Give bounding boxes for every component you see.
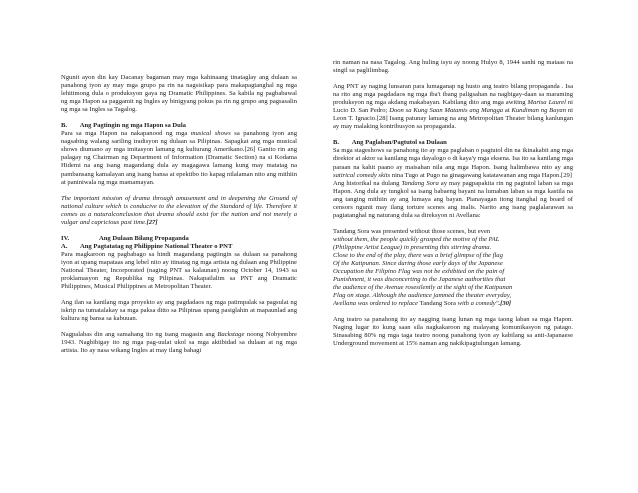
quote-line: Flag on stage. Although the audience jammed the theater everyday, [333,292,512,300]
quote-line: without them, the people quickly grasped the motive of the PAL [333,235,500,243]
heading-b-right [333,139,573,147]
paragraph-underground: Ang teatro sa panahong ito ay nagging isang lunan ng mga taong laban sa mga Hapon. Naging lugar ito kung saan sila nagkakaroon ng malayang komunikasyon ng patago. Sinasabing 80% ng mga taga teatro noong panahong iyon ay kabilang sa anti-Japanaese Underground movement at 15% naman ang nakikipagtulungan lamang. [333,316,573,348]
quote-line: Occupation the Filipino Flag was not be exhibited on the pain of [333,268,505,276]
paragraph-pnt-founding: Para magkaroon ng pagbabago sa hindi magandang pagtingin sa dulaan sa panahong iyon at upang mapataas ang lebel nito ay itinatag ng mga artista ng dulaan ang Philippine National Theater, Incorporated (naging PNT sa kalaunan) noong October 14, 1943 sa proklamasyon ng Republika ng Pilipinas. Nakapailalim sa PNT ang Dramatic Philippines, Musical Philippines at Metropolitan Theater. [61,250,297,291]
text-run: noong Nobyembre 1943. Nagbibigay ito ng mga pag-uulat ukol sa mga aktibidad sa dulaan at ng mga artista. Ito ay nasa wikang Ingles at may ilang bahagi [61,331,297,355]
italic-run: Doon sa Kung Saan Matamis ang Mangga [389,107,504,115]
quote-line: Of the Katipunan. Since during those early days of the Japanese [333,260,503,268]
text-run: sa panahong iyon ang nagsabing walang sariling tradisyon ng dulaan sa Pilipinas. Sapagkat ang mga musical shows diumano ay mga imitasyon lamang ng kulturang Amerikano.[26] Ganito rin ang palagay ng Chairman ng Department of Information (Dramatic Section) na si Kodama Hidemi na ang isang magandang dula ay magagawa lamang kung may matatag na pambansang kamalayan ang isang bansa at epektibo ito kapag nilalaman nito ang mithiin at paniniwala ng mga mamamayan. [61,130,297,186]
paragraph-paglaban [333,147,573,179]
heading-a [61,243,297,251]
italic-run: Tandang Sora [401,179,439,187]
quote-line [333,300,573,308]
text-run: Nagpalabas din ang samahang ito ng isang magasin ang [61,331,218,339]
text-run: at [503,107,512,115]
block-quote-kodama [61,195,297,227]
quote-line: Close to the end of the play, there was a brief glimpse of the flag [333,251,503,259]
italic-run: musical shows [190,130,231,138]
footnote-ref: .[30] [498,300,512,308]
paragraph-pagtingin [61,130,297,186]
text-run: ay may pagpapakita rin ng pagtutol laban sa mga Hapon. Ang dula ay tungkol sa isang babaeng bayani na lumaban laban sa mga kastila na ang tanging mithiin ay ang lumaya ang bayan. Pianayagan itong itanghal ng board of censors ngunit may ilang torture scenes ang inalis. Narito ang isang paglalarawan sa pagtatanghal ng naturang dula sa direksyon ni Avellana: [333,179,573,219]
text-run: Tandang Sora [419,300,456,308]
italic-run: Backstage [217,331,245,339]
text-run: nina Tugo at Pugo na ginagawang katatawanan ang mga Hapon.[29] [390,171,572,179]
italic-run: Avellana was ordered to replace [333,300,420,308]
heading-iv-title: Ang Dulaan Bilang Propaganda [99,234,189,242]
paragraph-continuation: rin naman na nasa Tagalog. Ang huling isyu ay noong Hulyo 8, 1944 sanhi ng mataas na singil sa paglilimbag. [333,59,573,75]
block-quote-avellana [333,228,573,308]
quote-text: The important mission of drama through amusement and in deepening the Ground of national culture which is conducive to the elevation of the Standard of life. Therefore it comes as a naturalconclusion that drama should exist for the nation and not merely a vulgar and capricious past time. [61,194,297,226]
heading-a-number: A. [61,242,68,250]
paragraph-backstage [61,331,297,355]
left-column [61,74,297,355]
paragraph-proyekto: Ang ilan sa kanilang mga proyekto ay ang pagdadaos ng mga patimpalak sa pagsulat ng iskrip na tumatalakay sa mga paksa ditto sa Pilipinas upang pasiglahin at mapaunlad ang kultura ng bansa sa kabuuan. [61,299,297,323]
quote-line: (Philippine Artist League) in presenting this stirring drama. [333,243,492,251]
heading-a-title: Ang Pagtatatag ng Philippine National Theater o PNT [80,242,233,250]
right-column [333,59,573,349]
paragraph-pnt-propaganda [333,83,573,131]
paragraph-tandang-sora [333,180,573,220]
italic-run: Martsa Laurel [527,99,566,107]
heading-b-title: Ang Pagtingin ng mga Hapon sa Dula [79,122,186,130]
quote-line: the audience of the Avenue rosesilently at the sight of the Katipunan [333,284,513,292]
heading-b-number: B. [61,122,68,130]
quote-line: Punishment, it was disconcerting to the Japanese authorities that [333,276,506,284]
footnote-ref: [27] [146,218,158,226]
text-run: ni Leon T. Ignacio.[28] Isang patunay lamang na ang Metropolitan Theater bilang kanlungan ay may malaking kontribusyon sa propaganda. [333,107,573,131]
text-run: Ang historikal na dulang [333,179,402,187]
italic-run: with a comedy" [455,300,499,308]
text-run: Ang PNT ay naging lunsaran para lumaganap ng husto ang teatro bilang propaganda . Isa na rito ang mga pagdadaos ng mga iba't ibang paligsahan na nagbigay-daan sa maraming produksyon ng mga akdang makabayan. Kabilang dito ang mga awiting [333,83,573,107]
heading-iv [61,235,297,243]
paragraph-dacanay: Ngunit ayon din kay Dacanay bagaman may mga kahinaang tinataglay ang dulaan sa panahong iyon ay may mga grupo pa rin na nagsisikap para makapagtanghal ng mga lehitimong dula o produksyon gaya ng Dramatic Philippines. Sa kabila ng pagbabawal ng mga Hapon sa paggamit ng Ingles ay binigyang pokus pa rin ng grupo ang pagsasalin ng mga sa Ingles sa Tagalog. [61,74,297,114]
quote-line: Tandang Sora was presented without those scenes, but even [333,227,491,235]
text-run: Para sa mga Hapon na nakapanood ng mga [61,130,191,138]
italic-run: Kundiman ng Bayan [511,107,567,115]
italic-run: satirical comedy skits [333,171,391,179]
heading-b-title: Ang Paglaban/Pagtutol sa Dulaan [351,139,447,147]
heading-iv-number: IV. [61,234,70,242]
heading-b-number: B. [333,139,340,147]
text-run: ni Lucio D. San Pedro; [333,99,574,115]
text-run: Sa mga stageshows sa panahong ito ay mga paglaban o pagtutol din na ikinakabit ang mga direktor at aktor sa kanilang mga dayalogo o di kaya'y mga eksena. Isa ito sa kanilang mga paraan na kahit paano ay maisahan nila ang mga Hapon. Isang halimbawa nito ay ang [333,147,573,171]
heading-b-left [61,122,297,130]
